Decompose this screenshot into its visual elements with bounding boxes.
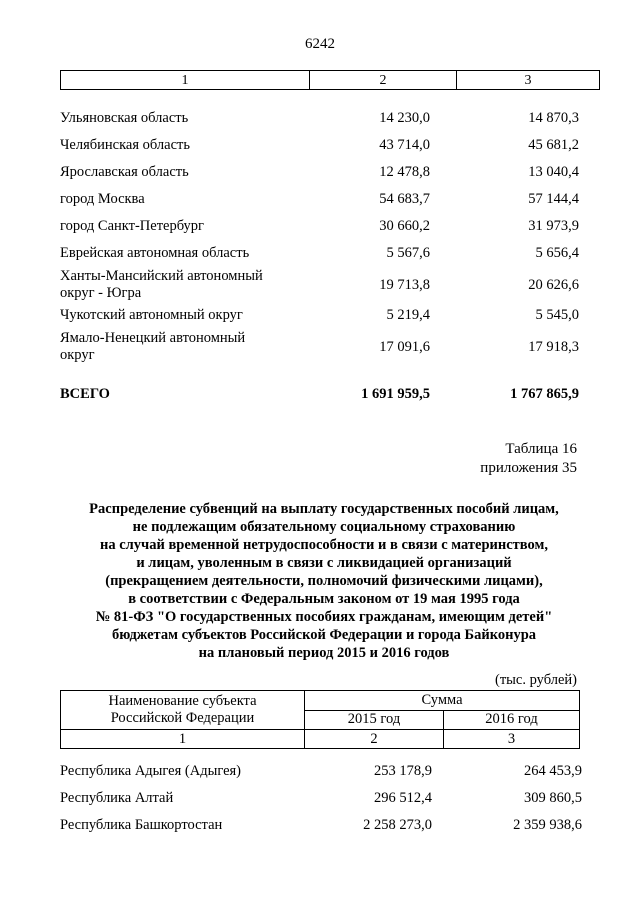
total-col-2: 1 691 959,5 bbox=[361, 386, 430, 402]
header-year-2016: 2016 год bbox=[444, 710, 580, 730]
region-name bbox=[60, 268, 305, 302]
value-col-3: 14 870,3 bbox=[528, 110, 579, 126]
region-name-line: округ bbox=[60, 347, 95, 363]
region-name: Чукотский автономный округ bbox=[60, 307, 243, 323]
total-col-3: 1 767 865,9 bbox=[510, 386, 579, 402]
value-2016: 2 359 938,6 bbox=[513, 817, 582, 833]
value-col-3: 20 626,6 bbox=[528, 277, 579, 293]
value-2015: 296 512,4 bbox=[374, 790, 432, 806]
region-name: Республика Алтай bbox=[60, 790, 174, 806]
value-col-2: 12 478,8 bbox=[379, 164, 430, 180]
column-number-1: 1 bbox=[61, 730, 305, 749]
heading-line: и лицам, уволенным в связи с ликвидацией организаций bbox=[136, 555, 512, 571]
region-name-line: Ханты-Мансийский автономный bbox=[60, 268, 263, 284]
region-name-line: Ямало-Ненецкий автономный bbox=[60, 330, 246, 346]
heading-line: Распределение субвенций на выплату государственных пособий лицам, bbox=[89, 501, 559, 517]
heading-line: бюджетам субъектов Российской Федерации и города Байконура bbox=[111, 627, 537, 643]
region-name: Челябинская область bbox=[60, 137, 190, 153]
value-col-2: 54 683,7 bbox=[379, 191, 430, 207]
value-col-2: 17 091,6 bbox=[379, 339, 430, 355]
value-col-3: 57 144,4 bbox=[528, 191, 579, 207]
region-name: Еврейская автономная область bbox=[60, 245, 250, 261]
value-col-2: 43 714,0 bbox=[379, 137, 430, 153]
value-col-3: 5 545,0 bbox=[535, 307, 579, 323]
value-2016: 309 860,5 bbox=[524, 790, 582, 806]
region-name: город Москва bbox=[60, 191, 145, 207]
appendix-number: приложения 35 bbox=[480, 460, 577, 476]
header-sum: Сумма bbox=[305, 691, 580, 711]
heading-line: не подлежащим обязательному социальному страхованию bbox=[132, 519, 516, 535]
value-col-2: 30 660,2 bbox=[379, 218, 430, 234]
header-year-2015: 2015 год bbox=[305, 710, 444, 730]
column-number-1: 1 bbox=[61, 71, 310, 90]
heading-line: (прекращением деятельности, полномочий физическими лицами), bbox=[105, 573, 543, 589]
header-subject-line: Российской Федерации bbox=[110, 710, 255, 726]
table-reference bbox=[480, 440, 577, 478]
column-number-3: 3 bbox=[444, 730, 580, 749]
table-row bbox=[60, 268, 600, 304]
table-heading bbox=[56, 500, 592, 662]
region-name: город Санкт-Петербург bbox=[60, 218, 205, 234]
value-2015: 253 178,9 bbox=[374, 763, 432, 779]
heading-line: на случай временной нетрудоспособности и в связи с материнством, bbox=[99, 537, 548, 553]
region-name: Республика Башкортостан bbox=[60, 817, 223, 833]
table-row bbox=[60, 330, 600, 366]
header-subject-name bbox=[61, 691, 305, 730]
region-name: Ульяновская область bbox=[60, 110, 189, 126]
value-2015: 2 258 273,0 bbox=[363, 817, 432, 833]
value-col-3: 31 973,9 bbox=[528, 218, 579, 234]
region-name bbox=[60, 330, 305, 364]
header-subject-line: Наименование субъекта bbox=[108, 693, 257, 709]
region-name: Республика Адыгея (Адыгея) bbox=[60, 763, 242, 779]
value-2016: 264 453,9 bbox=[524, 763, 582, 779]
heading-line: на плановый период 2015 и 2016 годов bbox=[198, 645, 450, 661]
value-col-2: 19 713,8 bbox=[379, 277, 430, 293]
value-col-2: 5 219,4 bbox=[386, 307, 430, 323]
column-number-2: 2 bbox=[305, 730, 444, 749]
region-name-line: округ - Югра bbox=[60, 285, 142, 301]
heading-line: в соответствии с Федеральным законом от 19 мая 1995 года bbox=[128, 591, 520, 607]
bottom-table-header bbox=[60, 690, 580, 749]
total-label: ВСЕГО bbox=[60, 386, 110, 402]
unit-label: (тыс. рублей) bbox=[495, 672, 577, 688]
top-table-column-numbers bbox=[60, 70, 600, 90]
value-col-2: 5 567,6 bbox=[386, 245, 430, 261]
heading-line: № 81-ФЗ "О государственных пособиях гражданам, имеющим детей" bbox=[95, 609, 553, 625]
value-col-3: 45 681,2 bbox=[528, 137, 579, 153]
value-col-3: 13 040,4 bbox=[528, 164, 579, 180]
column-number-3: 3 bbox=[457, 71, 600, 90]
page-number: 6242 bbox=[305, 36, 335, 52]
value-col-3: 5 656,4 bbox=[535, 245, 579, 261]
table-number: Таблица 16 bbox=[505, 441, 577, 457]
column-number-2: 2 bbox=[310, 71, 457, 90]
region-name: Ярославская область bbox=[60, 164, 189, 180]
value-col-2: 14 230,0 bbox=[379, 110, 430, 126]
value-col-3: 17 918,3 bbox=[528, 339, 579, 355]
